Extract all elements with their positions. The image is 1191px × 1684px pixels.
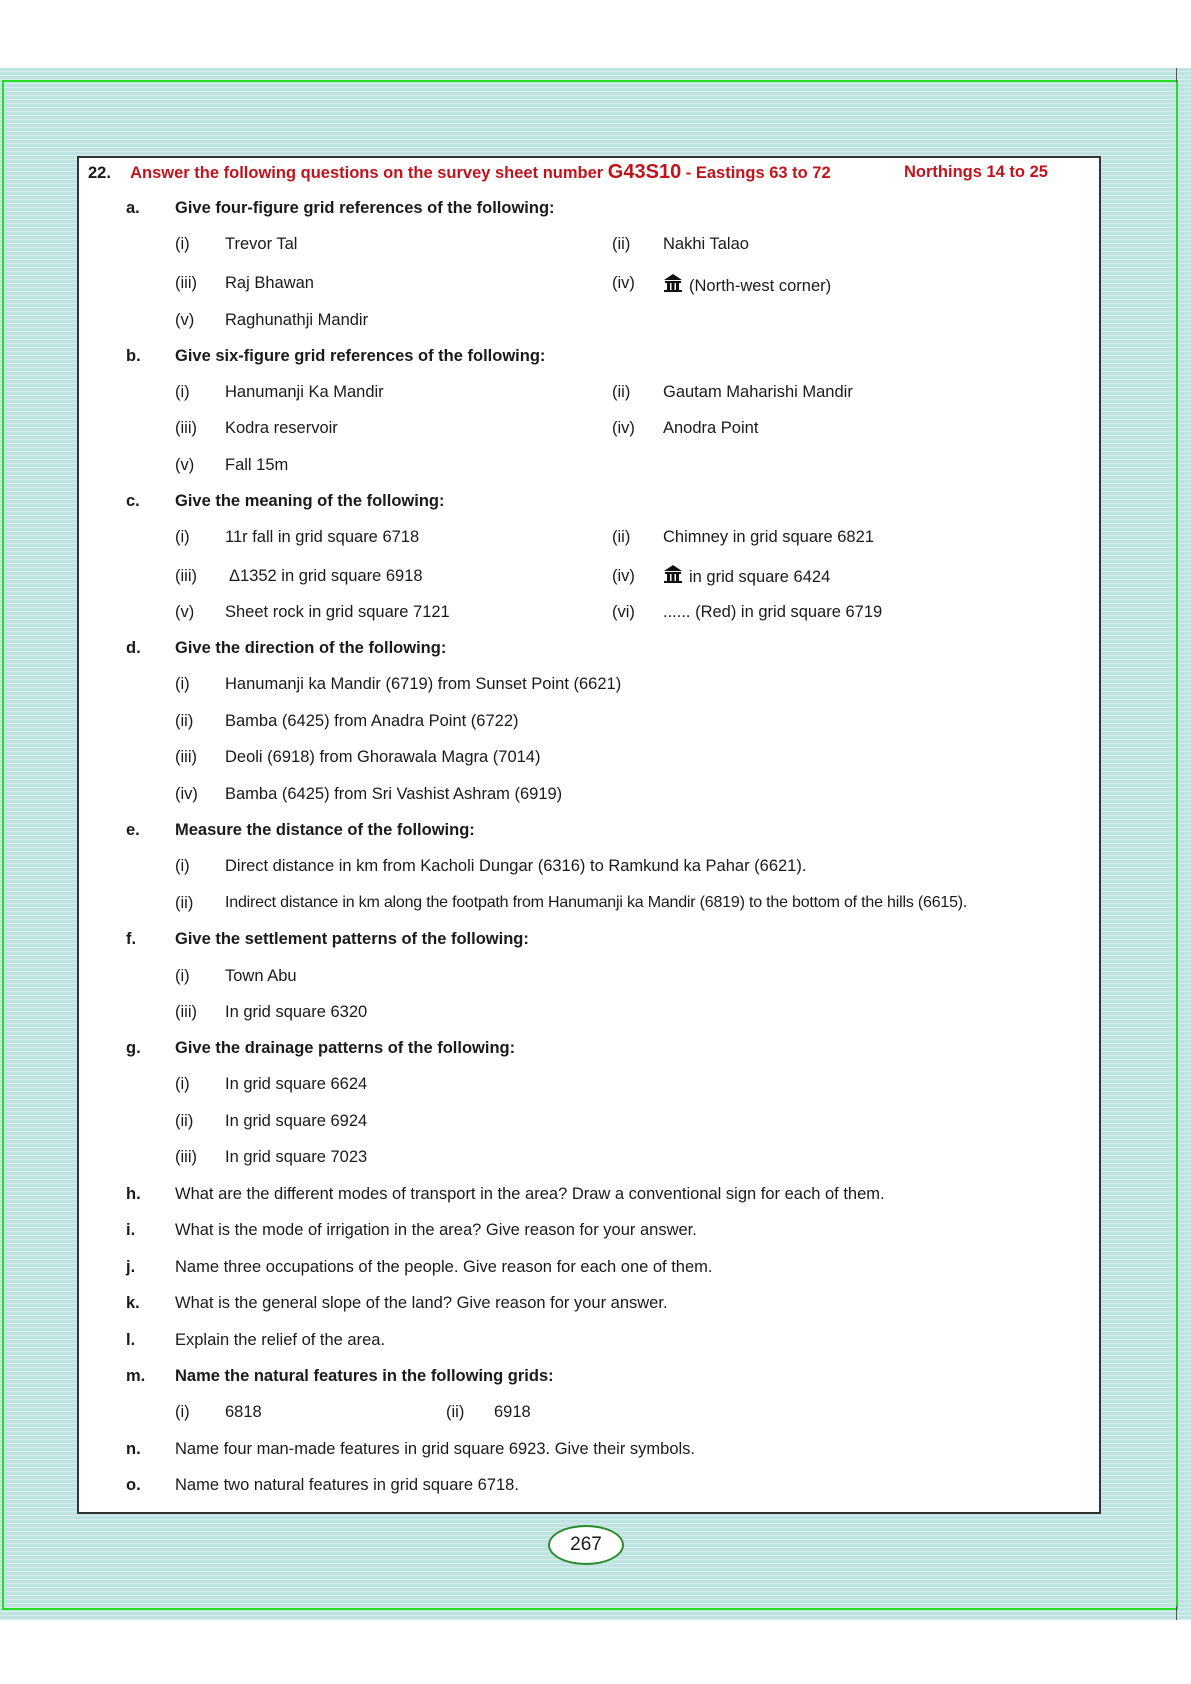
list-item-text: In grid square 6924 xyxy=(225,1112,368,1130)
crop-mark xyxy=(1176,68,1177,82)
list-item-num: (iv) xyxy=(612,567,635,585)
list-item-text: Nakhi Talao xyxy=(663,235,749,253)
list-item-num: (v) xyxy=(175,456,195,474)
part-k-letter: k. xyxy=(126,1294,140,1312)
part-o-letter: o. xyxy=(126,1476,141,1494)
list-item-num: (i) xyxy=(175,528,190,546)
list-item-num: (iv) xyxy=(612,419,635,437)
list-item-num: (vi) xyxy=(612,603,635,621)
part-j-letter: j. xyxy=(126,1258,136,1276)
part-n-question: Name four man-made features in grid square 6923. Give their symbols. xyxy=(175,1440,695,1458)
list-item-text: Fall 15m xyxy=(225,456,289,474)
eastings-range: - Eastings 63 to 72 xyxy=(685,164,831,182)
sheet-number: G43S10 xyxy=(607,161,682,183)
northings-range: Northings 14 to 25 xyxy=(904,163,1048,181)
part-g-letter: g. xyxy=(126,1039,141,1057)
list-item xyxy=(663,564,830,587)
list-item-text: In grid square 7023 xyxy=(225,1148,368,1166)
list-item-num: (iii) xyxy=(175,748,197,766)
part-f-title: Give the settlement patterns of the following: xyxy=(175,930,529,948)
part-b-title: Give six-figure grid references of the following: xyxy=(175,347,546,365)
temple-icon xyxy=(663,273,683,293)
part-l-question: Explain the relief of the area. xyxy=(175,1331,386,1349)
list-item-num: (iv) xyxy=(612,274,635,292)
part-h-letter: h. xyxy=(126,1185,141,1203)
question-number: 22. xyxy=(88,164,111,182)
list-item-text: Raj Bhawan xyxy=(225,274,314,292)
part-e-letter: e. xyxy=(126,821,140,839)
part-l-letter: l. xyxy=(126,1331,136,1349)
list-item-text: Anodra Point xyxy=(663,419,759,437)
question-instruction: Answer the following questions on the survey sheet number xyxy=(130,164,604,182)
list-item-text: In grid square 6320 xyxy=(225,1003,368,1021)
part-a-letter: a. xyxy=(126,199,140,217)
page-number: 267 xyxy=(548,1525,624,1565)
list-item-num: (ii) xyxy=(175,712,194,730)
list-item-text: Trevor Tal xyxy=(225,235,298,253)
list-item-text: 6918 xyxy=(494,1403,531,1421)
list-item-text: Indirect distance in km along the footpath from Hanumanji ka Mandir (6819) to the bottom of the hills (6615). xyxy=(225,894,968,911)
part-a-title: Give four-figure grid references of the following: xyxy=(175,199,555,217)
list-item-text: Gautam Maharishi Mandir xyxy=(663,383,853,401)
part-i-question: What is the mode of irrigation in the area? Give reason for your answer. xyxy=(175,1221,697,1239)
list-item-text: Raghunathji Mandir xyxy=(225,311,369,329)
list-item xyxy=(663,273,831,296)
list-item-num: (iv) xyxy=(175,785,198,803)
list-item-text: Sheet rock in grid square 7121 xyxy=(225,603,450,621)
part-h-question: What are the different modes of transport in the area? Draw a conventional sign for each of them. xyxy=(175,1185,885,1203)
part-o-question: Name two natural features in grid square 6718. xyxy=(175,1476,519,1494)
list-item-text: Kodra reservoir xyxy=(225,419,338,437)
list-item-text: In grid square 6624 xyxy=(225,1075,368,1093)
list-item-text: Bamba (6425) from Anadra Point (6722) xyxy=(225,712,519,730)
part-g-title: Give the drainage patterns of the following: xyxy=(175,1039,516,1057)
list-item-text: Hanumanji Ka Mandir xyxy=(225,383,384,401)
part-k-question: What is the general slope of the land? Give reason for your answer. xyxy=(175,1294,668,1312)
part-j-question: Name three occupations of the people. Give reason for each one of them. xyxy=(175,1258,713,1276)
list-item-num: (i) xyxy=(175,383,190,401)
part-d-letter: d. xyxy=(126,639,141,657)
part-m-title: Name the natural features in the following grids: xyxy=(175,1367,554,1385)
list-item-num: (i) xyxy=(175,235,190,253)
list-item-num: (ii) xyxy=(612,383,631,401)
list-item-num: (iii) xyxy=(175,567,197,585)
list-item-num: (iii) xyxy=(175,274,197,292)
list-item-num: (i) xyxy=(175,967,190,985)
part-b-letter: b. xyxy=(126,347,141,365)
list-item-num: (ii) xyxy=(612,528,631,546)
part-m-letter: m. xyxy=(126,1367,146,1385)
list-item-text: Bamba (6425) from Sri Vashist Ashram (6919) xyxy=(225,785,563,803)
list-item-num: (iii) xyxy=(175,1003,197,1021)
list-item-text: (North-west corner) xyxy=(689,277,832,295)
list-item-text: ...... (Red) in grid square 6719 xyxy=(663,603,883,621)
list-item-num: (ii) xyxy=(446,1403,465,1421)
list-item-text: in grid square 6424 xyxy=(689,568,831,586)
list-item-text: Town Abu xyxy=(225,967,297,985)
part-c-title: Give the meaning of the following: xyxy=(175,492,445,510)
part-c-letter: c. xyxy=(126,492,140,510)
list-item-num: (ii) xyxy=(175,1112,194,1130)
list-item-num: (i) xyxy=(175,675,190,693)
list-item-num: (i) xyxy=(175,1403,190,1421)
crop-mark xyxy=(1176,1606,1177,1620)
list-item-text: Hanumanji ka Mandir (6719) from Sunset Point (6621) xyxy=(225,675,622,693)
part-f-letter: f. xyxy=(126,930,137,948)
list-item-num: (v) xyxy=(175,603,195,621)
list-item-text: Δ1352 in grid square 6918 xyxy=(229,567,423,585)
question-header xyxy=(88,162,831,183)
temple-icon xyxy=(663,564,683,584)
list-item-num: (ii) xyxy=(612,235,631,253)
list-item-text: 11r fall in grid square 6718 xyxy=(225,528,420,546)
list-item-text: Deoli (6918) from Ghorawala Magra (7014) xyxy=(225,748,541,766)
list-item-num: (ii) xyxy=(175,894,194,912)
list-item-text: 6818 xyxy=(225,1403,262,1421)
list-item-num: (iii) xyxy=(175,1148,197,1166)
part-i-letter: i. xyxy=(126,1221,136,1239)
list-item-num: (i) xyxy=(175,1075,190,1093)
part-e-title: Measure the distance of the following: xyxy=(175,821,475,839)
part-d-title: Give the direction of the following: xyxy=(175,639,447,657)
part-n-letter: n. xyxy=(126,1440,141,1458)
list-item-num: (v) xyxy=(175,311,195,329)
list-item-text: Direct distance in km from Kacholi Dungar (6316) to Ramkund ka Pahar (6621). xyxy=(225,857,807,875)
list-item-num: (i) xyxy=(175,857,190,875)
list-item-text: Chimney in grid square 6821 xyxy=(663,528,874,546)
list-item-num: (iii) xyxy=(175,419,197,437)
